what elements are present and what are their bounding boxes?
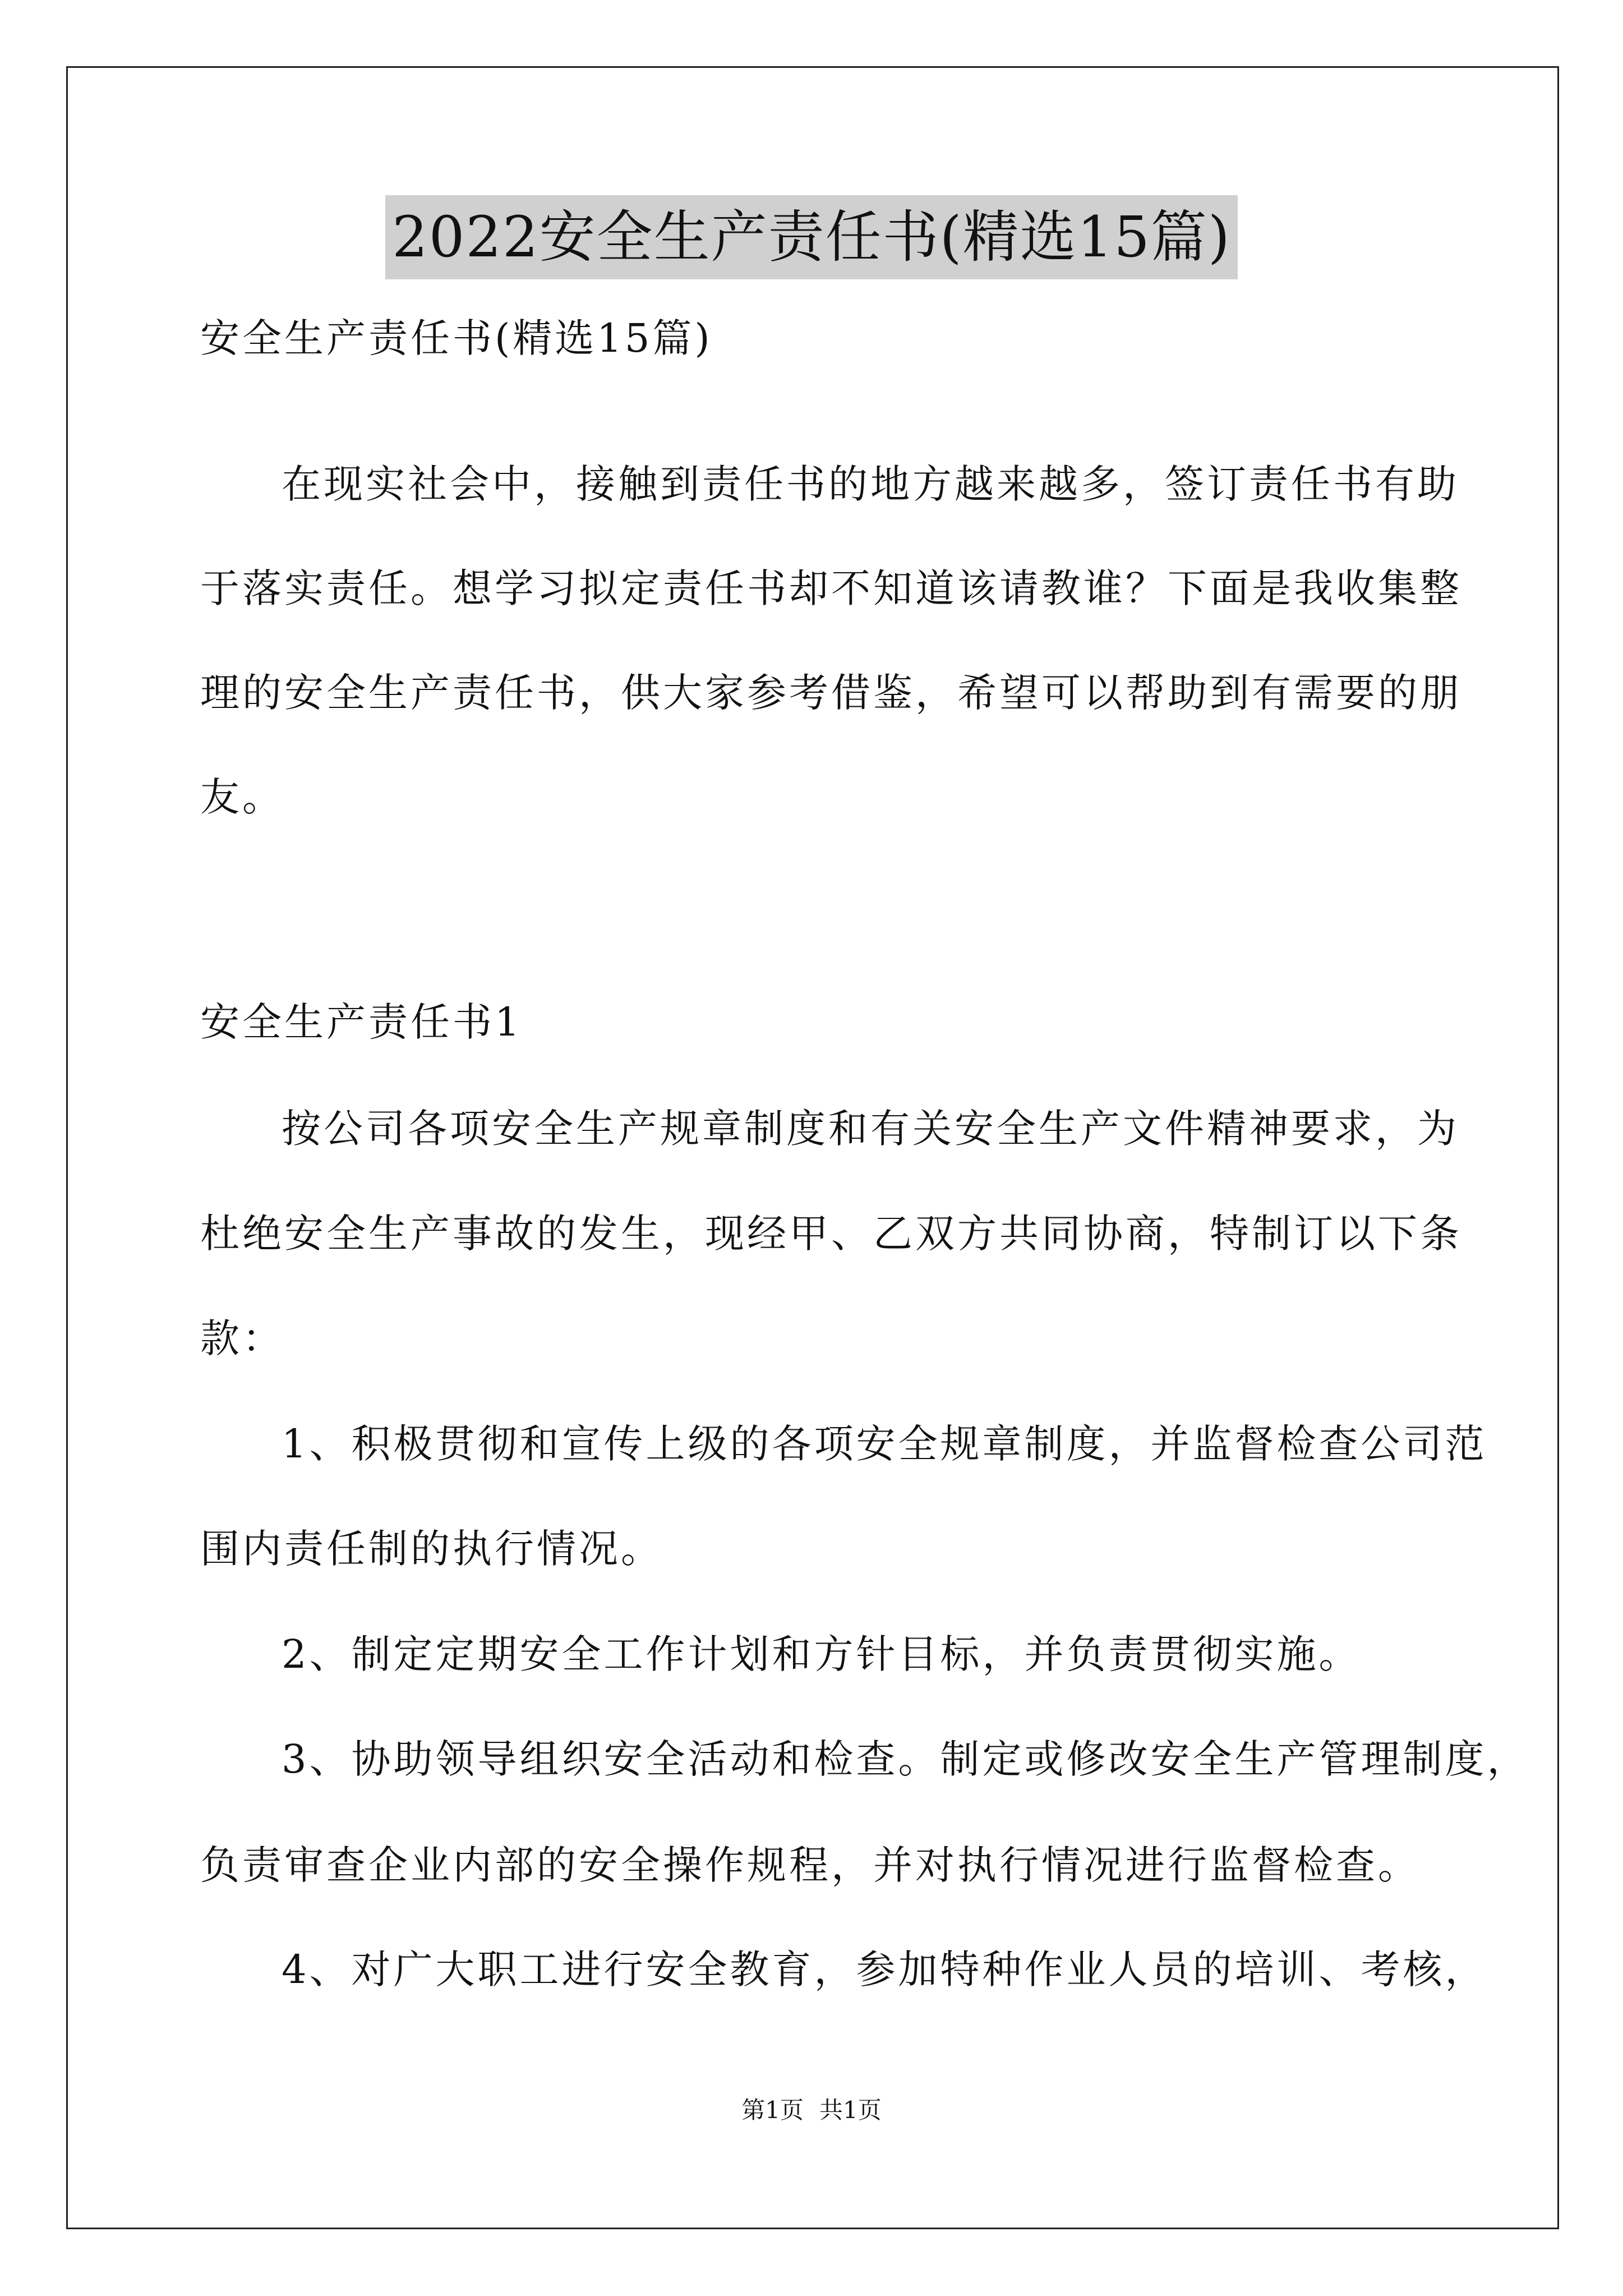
- document-title: 2022安全生产责任书(精选15篇): [385, 195, 1238, 279]
- body-line: 款：: [200, 1315, 284, 1361]
- body-line: 理的安全生产责任书，供大家参考借鉴，希望可以帮助到有需要的朋: [200, 670, 1462, 716]
- page-number: 第1页: [741, 2096, 804, 2124]
- subtitle-line: 安全生产责任书(精选15篇): [200, 315, 713, 361]
- list-item-line: 负责审查企业内部的安全操作规程，并对执行情况进行监督检查。: [200, 1842, 1420, 1888]
- body-line: 按公司各项安全生产规章制度和有关安全生产文件精神要求，为: [282, 1106, 1459, 1152]
- body-line: 友。: [200, 774, 284, 820]
- list-item-line: 3、协助领导组织安全活动和检查。制定或修改安全生产管理制度，: [282, 1736, 1529, 1782]
- body-line: 于落实责任。想学习拟定责任书却不知道该请教谁？下面是我收集整: [200, 565, 1462, 611]
- list-item-line: 2、制定定期安全工作计划和方针目标，并负责贯彻实施。: [282, 1631, 1361, 1677]
- title-container: [0, 195, 1623, 279]
- page-footer: [0, 2093, 1623, 2127]
- list-item-line: 围内责任制的执行情况。: [200, 1526, 663, 1572]
- section-heading: 安全生产责任书1: [200, 999, 523, 1045]
- body-line: 杜绝安全生产事故的发生，现经甲、乙双方共同协商，特制订以下条: [200, 1211, 1462, 1257]
- body-line: 在现实社会中，接触到责任书的地方越来越多，签订责任书有助: [282, 461, 1459, 507]
- list-item-line: 4、对广大职工进行安全教育，参加特种作业人员的培训、考核，: [282, 1947, 1487, 1993]
- list-item-line: 1、积极贯彻和宣传上级的各项安全规章制度，并监督检查公司范: [282, 1421, 1487, 1467]
- page-total: 共1页: [819, 2096, 882, 2124]
